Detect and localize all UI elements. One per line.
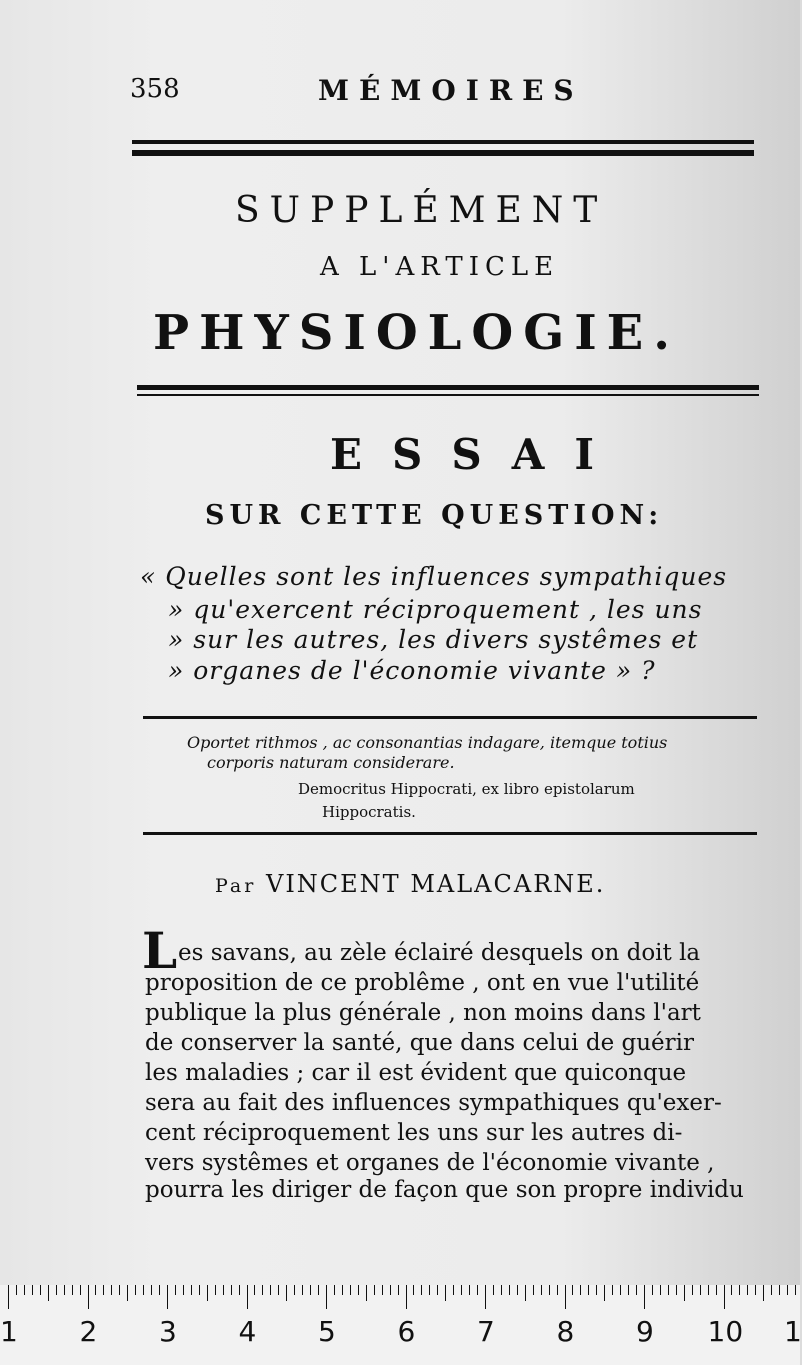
body-line: vers systêmes et organes de l'économie vivante , [145,1150,715,1176]
ruler-tick [358,1285,359,1295]
measurement-ruler [0,1285,800,1365]
ruler-tick [8,1285,9,1309]
epigraph-attribution: Hippocratis. [322,803,416,821]
ruler-tick [191,1285,192,1295]
ruler-tick [326,1285,327,1309]
ruler-tick [509,1285,510,1295]
ruler-tick [286,1285,287,1301]
ruler-tick [302,1285,303,1295]
ruler-tick [127,1285,128,1301]
ruler-tick [453,1285,454,1295]
ruler-tick [755,1285,756,1295]
title-question: SUR CETTE QUESTION: [205,500,664,531]
ruler-tick [572,1285,573,1295]
ruler-tick [596,1285,597,1295]
ruler-tick [636,1285,637,1295]
author-line [215,870,605,898]
ruler-tick [541,1285,542,1295]
ruler-tick [469,1285,470,1295]
ruler-tick [429,1285,430,1295]
ruler-tick [270,1285,271,1295]
ruler-tick [374,1285,375,1295]
ruler-tick [461,1285,462,1295]
ruler-tick [80,1285,81,1295]
ruler-tick [421,1285,422,1295]
epigraph-attribution: Democritus Hippocrati, ex libro epistolarum [298,780,635,798]
header-double-rule-bottom [132,150,754,156]
ruler-tick [175,1285,176,1295]
epigraph-rule-bottom [143,832,757,835]
ruler-tick [24,1285,25,1295]
section-rule-top [137,385,759,390]
body-line: cent réciproquement les uns sur les autres di- [145,1120,683,1146]
ruler-tick [413,1285,414,1295]
ruler-tick [111,1285,112,1295]
ruler-tick [795,1285,796,1295]
ruler-number: 7 [477,1315,495,1348]
ruler-tick [398,1285,399,1295]
ruler-number: 2 [79,1315,98,1348]
ruler-tick [580,1285,581,1295]
ruler-tick [493,1285,494,1295]
ruler-number: 8 [556,1315,575,1348]
ruler-tick [716,1285,717,1295]
ruler-tick [406,1285,407,1309]
drop-cap: L [142,921,178,980]
ruler-tick [517,1285,518,1295]
ruler-tick [278,1285,279,1295]
ruler-number: 3 [159,1315,177,1348]
ruler-tick [231,1285,232,1295]
ruler-tick [445,1285,446,1301]
ruler-tick [612,1285,613,1295]
ruler-tick [390,1285,391,1295]
ruler-tick [207,1285,208,1301]
ruler-tick [334,1285,335,1295]
ruler-tick [565,1285,566,1309]
ruler-tick [779,1285,780,1295]
ruler-tick [310,1285,311,1295]
body-line: es savans, au zèle éclairé desquels on doit la [178,940,701,966]
author-prefix: Par [215,875,257,897]
ruler-tick [262,1285,263,1295]
ruler-tick [652,1285,653,1295]
body-line: les maladies ; car il est évident que quiconque [145,1060,687,1086]
ruler-tick [692,1285,693,1295]
ruler-tick [747,1285,748,1295]
ruler-tick [763,1285,764,1301]
ruler-tick [183,1285,184,1295]
ruler-tick [533,1285,534,1295]
ruler-tick [525,1285,526,1301]
title-physiologie: PHYSIOLOGIE. [153,305,680,361]
body-line: proposition de ce problême , ont en vue l'utilité [145,970,700,996]
ruler-tick [143,1285,144,1295]
ruler-tick [64,1285,65,1295]
body-line: sera au fait des influences sympathiques qu'exer- [145,1090,722,1116]
ruler-tick [95,1285,96,1295]
body-line: pourra les diriger de façon que son propre individu [145,1177,744,1203]
epigraph-line: Oportet rithmos , ac consonantias indagare, itemque totius [187,733,668,752]
ruler-tick [787,1285,788,1295]
ruler-tick [40,1285,41,1295]
ruler-tick [731,1285,732,1295]
ruler-tick [56,1285,57,1295]
ruler-tick [223,1285,224,1295]
question-line: » organes de l'économie vivante » ? [168,656,656,685]
ruler-tick [684,1285,685,1301]
header-double-rule-top [132,140,754,144]
ruler-tick [660,1285,661,1295]
ruler-number: 5 [318,1315,336,1348]
ruler-number: 9 [636,1315,654,1348]
ruler-tick [700,1285,701,1295]
ruler-number: 6 [397,1315,416,1348]
ruler-tick [167,1285,168,1309]
ruler-tick [32,1285,33,1295]
question-line: » qu'exercent réciproquement , les uns [168,595,703,624]
ruler-tick [247,1285,248,1309]
ruler-number: 1 [784,1315,802,1348]
ruler-tick [199,1285,200,1295]
ruler-tick [588,1285,589,1295]
question-line: « Quelles sont les influences sympathiques [140,562,728,591]
ruler-tick [604,1285,605,1301]
ruler-tick [724,1285,725,1309]
ruler-tick [437,1285,438,1295]
title-article: A L'ARTICLE [320,252,560,282]
ruler-tick [239,1285,240,1295]
ruler-tick [485,1285,486,1309]
ruler-number: 4 [238,1315,257,1348]
ruler-tick [16,1285,17,1295]
body-line: de conserver la santé, que dans celui de guérir [145,1030,694,1056]
page-number: 358 [130,74,180,104]
running-title: MÉMOIRES [318,74,584,107]
ruler-tick [771,1285,772,1295]
epigraph-rule-top [143,716,757,719]
ruler-tick [350,1285,351,1295]
ruler-tick [644,1285,645,1309]
ruler-tick [151,1285,152,1295]
ruler-tick [135,1285,136,1295]
ruler-tick [549,1285,550,1295]
ruler-tick [159,1285,160,1295]
ruler-tick [294,1285,295,1295]
ruler-tick [620,1285,621,1295]
ruler-tick [739,1285,740,1295]
ruler-tick [119,1285,120,1295]
title-essai: ESSAI [330,430,624,479]
author-name: VINCENT MALACARNE. [265,870,606,898]
question-line: » sur les autres, les divers systêmes et [168,625,699,654]
ruler-tick [382,1285,383,1295]
ruler-tick [215,1285,216,1295]
ruler-number: 1 [0,1315,18,1348]
ruler-tick [366,1285,367,1301]
ruler-tick [477,1285,478,1295]
epigraph-line: corporis naturam considerare. [207,753,455,772]
ruler-tick [668,1285,669,1295]
ruler-tick [676,1285,677,1295]
ruler-tick [72,1285,73,1295]
ruler-tick [628,1285,629,1295]
ruler-tick [254,1285,255,1295]
ruler-tick [48,1285,49,1301]
ruler-tick [318,1285,319,1295]
title-supplement: SUPPLÉMENT [235,190,608,231]
body-line: publique la plus générale , non moins dans l'art [145,1000,701,1026]
ruler-tick [88,1285,89,1309]
ruler-tick [501,1285,502,1295]
ruler-tick [103,1285,104,1295]
ruler-number: 10 [707,1315,744,1348]
section-rule-bottom [137,394,759,396]
ruler-tick [708,1285,709,1295]
ruler-tick [557,1285,558,1295]
ruler-tick [342,1285,343,1295]
